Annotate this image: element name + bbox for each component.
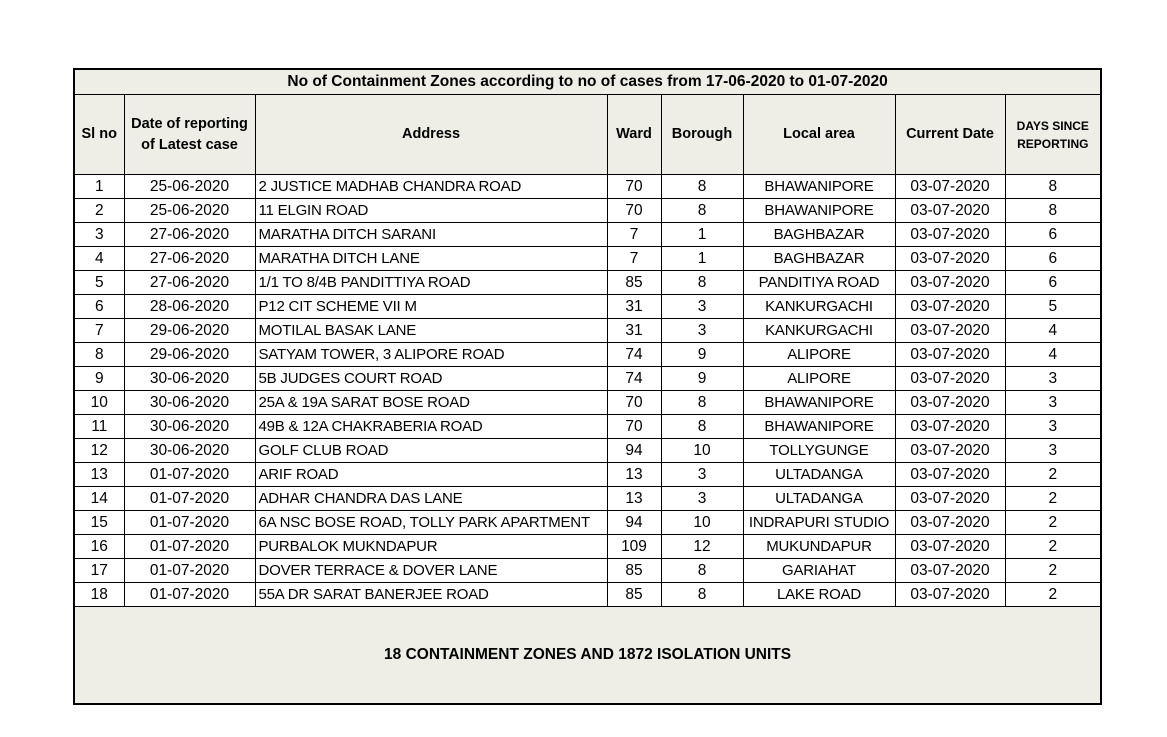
cell-sl-no: 7 [74, 319, 124, 343]
cell-address: MOTILAL BASAK LANE [255, 319, 607, 343]
cell-current-date: 03-07-2020 [895, 415, 1005, 439]
table-row [74, 295, 1101, 319]
cell-sl-no: 9 [74, 367, 124, 391]
cell-address: 11 ELGIN ROAD [255, 199, 607, 223]
cell-local-area: INDRAPURI STUDIO [743, 511, 895, 535]
cell-days-since: 8 [1005, 199, 1101, 223]
cell-sl-no: 14 [74, 487, 124, 511]
cell-date: 30-06-2020 [124, 415, 255, 439]
table-row [74, 367, 1101, 391]
cell-local-area: ALIPORE [743, 343, 895, 367]
cell-date: 30-06-2020 [124, 391, 255, 415]
table-row [74, 223, 1101, 247]
cell-current-date: 03-07-2020 [895, 247, 1005, 271]
cell-current-date: 03-07-2020 [895, 391, 1005, 415]
table-row [74, 511, 1101, 535]
cell-days-since: 6 [1005, 247, 1101, 271]
col-header-ward: Ward [607, 95, 661, 175]
col-header-borough: Borough [661, 95, 743, 175]
cell-sl-no: 13 [74, 463, 124, 487]
cell-local-area: TOLLYGUNGE [743, 439, 895, 463]
cell-local-area: PANDITIYA ROAD [743, 271, 895, 295]
cell-address: GOLF CLUB ROAD [255, 439, 607, 463]
cell-sl-no: 17 [74, 559, 124, 583]
table-row [74, 487, 1101, 511]
cell-date: 27-06-2020 [124, 271, 255, 295]
cell-local-area: BHAWANIPORE [743, 175, 895, 199]
cell-date: 30-06-2020 [124, 439, 255, 463]
cell-current-date: 03-07-2020 [895, 295, 1005, 319]
col-header-current-date: Current Date [895, 95, 1005, 175]
cell-borough: 3 [661, 487, 743, 511]
cell-address: MARATHA DITCH LANE [255, 247, 607, 271]
cell-sl-no: 5 [74, 271, 124, 295]
cell-days-since: 5 [1005, 295, 1101, 319]
cell-borough: 8 [661, 583, 743, 607]
table-row [74, 439, 1101, 463]
cell-sl-no: 8 [74, 343, 124, 367]
title-row [74, 69, 1101, 95]
cell-sl-no: 4 [74, 247, 124, 271]
cell-current-date: 03-07-2020 [895, 175, 1005, 199]
col-header-address: Address [255, 95, 607, 175]
cell-days-since: 3 [1005, 439, 1101, 463]
cell-ward: 7 [607, 247, 661, 271]
summary-text: 18 CONTAINMENT ZONES AND 1872 ISOLATION UNITS [74, 607, 1101, 705]
cell-ward: 70 [607, 415, 661, 439]
cell-address: 25A & 19A SARAT BOSE ROAD [255, 391, 607, 415]
containment-zones-table [73, 68, 1102, 705]
table-row [74, 343, 1101, 367]
cell-sl-no: 15 [74, 511, 124, 535]
cell-current-date: 03-07-2020 [895, 199, 1005, 223]
cell-date: 01-07-2020 [124, 487, 255, 511]
cell-address: 6A NSC BOSE ROAD, TOLLY PARK APARTMENT [255, 511, 607, 535]
col-header-days-since: DAYS SINCE REPORTING [1005, 95, 1101, 175]
cell-current-date: 03-07-2020 [895, 487, 1005, 511]
cell-current-date: 03-07-2020 [895, 367, 1005, 391]
cell-address: 2 JUSTICE MADHAB CHANDRA ROAD [255, 175, 607, 199]
cell-days-since: 2 [1005, 535, 1101, 559]
cell-days-since: 3 [1005, 391, 1101, 415]
col-header-sl-no: Sl no [74, 95, 124, 175]
cell-ward: 7 [607, 223, 661, 247]
cell-local-area: BHAWANIPORE [743, 391, 895, 415]
table-row [74, 391, 1101, 415]
cell-current-date: 03-07-2020 [895, 583, 1005, 607]
cell-sl-no: 10 [74, 391, 124, 415]
cell-borough: 10 [661, 511, 743, 535]
table-row [74, 535, 1101, 559]
cell-address: ADHAR CHANDRA DAS LANE [255, 487, 607, 511]
cell-current-date: 03-07-2020 [895, 535, 1005, 559]
table-row [74, 415, 1101, 439]
cell-ward: 70 [607, 391, 661, 415]
cell-date: 27-06-2020 [124, 247, 255, 271]
cell-local-area: MUKUNDAPUR [743, 535, 895, 559]
cell-current-date: 03-07-2020 [895, 559, 1005, 583]
table-body [74, 175, 1101, 607]
cell-borough: 3 [661, 319, 743, 343]
cell-borough: 8 [661, 175, 743, 199]
cell-sl-no: 2 [74, 199, 124, 223]
cell-address: DOVER TERRACE & DOVER LANE [255, 559, 607, 583]
cell-borough: 8 [661, 391, 743, 415]
cell-borough: 1 [661, 223, 743, 247]
cell-borough: 12 [661, 535, 743, 559]
col-header-local-area: Local area [743, 95, 895, 175]
cell-borough: 8 [661, 271, 743, 295]
cell-ward: 74 [607, 343, 661, 367]
cell-borough: 8 [661, 559, 743, 583]
cell-days-since: 4 [1005, 319, 1101, 343]
cell-current-date: 03-07-2020 [895, 223, 1005, 247]
col-header-date: Date of reporting of Latest case [124, 95, 255, 175]
cell-local-area: BHAWANIPORE [743, 199, 895, 223]
cell-ward: 85 [607, 583, 661, 607]
cell-ward: 13 [607, 463, 661, 487]
cell-days-since: 4 [1005, 343, 1101, 367]
cell-local-area: BHAWANIPORE [743, 415, 895, 439]
cell-days-since: 8 [1005, 175, 1101, 199]
cell-date: 01-07-2020 [124, 511, 255, 535]
cell-date: 01-07-2020 [124, 583, 255, 607]
cell-days-since: 2 [1005, 511, 1101, 535]
cell-ward: 94 [607, 511, 661, 535]
cell-date: 01-07-2020 [124, 463, 255, 487]
cell-address: ARIF ROAD [255, 463, 607, 487]
cell-date: 28-06-2020 [124, 295, 255, 319]
cell-address: 1/1 TO 8/4B PANDITTIYA ROAD [255, 271, 607, 295]
cell-ward: 94 [607, 439, 661, 463]
cell-date: 29-06-2020 [124, 343, 255, 367]
cell-days-since: 2 [1005, 583, 1101, 607]
cell-sl-no: 12 [74, 439, 124, 463]
cell-sl-no: 3 [74, 223, 124, 247]
header-row [74, 95, 1101, 175]
cell-local-area: LAKE ROAD [743, 583, 895, 607]
cell-days-since: 2 [1005, 463, 1101, 487]
cell-address: 55A DR SARAT BANERJEE ROAD [255, 583, 607, 607]
cell-address: SATYAM TOWER, 3 ALIPORE ROAD [255, 343, 607, 367]
cell-date: 01-07-2020 [124, 535, 255, 559]
table-row [74, 175, 1101, 199]
cell-local-area: ULTADANGA [743, 463, 895, 487]
cell-local-area: ULTADANGA [743, 487, 895, 511]
cell-borough: 8 [661, 415, 743, 439]
table-row [74, 271, 1101, 295]
cell-borough: 9 [661, 343, 743, 367]
cell-current-date: 03-07-2020 [895, 463, 1005, 487]
cell-borough: 9 [661, 367, 743, 391]
cell-sl-no: 1 [74, 175, 124, 199]
cell-ward: 85 [607, 271, 661, 295]
cell-days-since: 2 [1005, 487, 1101, 511]
cell-date: 01-07-2020 [124, 559, 255, 583]
cell-ward: 74 [607, 367, 661, 391]
cell-ward: 31 [607, 319, 661, 343]
cell-date: 27-06-2020 [124, 223, 255, 247]
cell-ward: 70 [607, 199, 661, 223]
table-row [74, 583, 1101, 607]
table-row [74, 319, 1101, 343]
cell-ward: 85 [607, 559, 661, 583]
cell-current-date: 03-07-2020 [895, 271, 1005, 295]
table-title: No of Containment Zones according to no of cases from 17-06-2020 to 01-07-2020 [74, 69, 1101, 95]
cell-local-area: GARIAHAT [743, 559, 895, 583]
cell-local-area: BAGHBAZAR [743, 247, 895, 271]
table-row [74, 559, 1101, 583]
cell-address: 49B & 12A CHAKRABERIA ROAD [255, 415, 607, 439]
cell-ward: 109 [607, 535, 661, 559]
cell-sl-no: 18 [74, 583, 124, 607]
cell-local-area: KANKURGACHI [743, 319, 895, 343]
cell-ward: 70 [607, 175, 661, 199]
cell-days-since: 2 [1005, 559, 1101, 583]
cell-date: 25-06-2020 [124, 175, 255, 199]
cell-borough: 3 [661, 295, 743, 319]
cell-address: MARATHA DITCH SARANI [255, 223, 607, 247]
table-row [74, 199, 1101, 223]
cell-current-date: 03-07-2020 [895, 511, 1005, 535]
cell-date: 30-06-2020 [124, 367, 255, 391]
cell-current-date: 03-07-2020 [895, 343, 1005, 367]
cell-local-area: BAGHBAZAR [743, 223, 895, 247]
cell-address: 5B JUDGES COURT ROAD [255, 367, 607, 391]
cell-local-area: ALIPORE [743, 367, 895, 391]
cell-current-date: 03-07-2020 [895, 319, 1005, 343]
cell-address: P12 CIT SCHEME VII M [255, 295, 607, 319]
cell-sl-no: 16 [74, 535, 124, 559]
cell-days-since: 6 [1005, 223, 1101, 247]
cell-borough: 8 [661, 199, 743, 223]
footer-row [74, 607, 1101, 705]
cell-date: 29-06-2020 [124, 319, 255, 343]
cell-borough: 3 [661, 463, 743, 487]
cell-borough: 10 [661, 439, 743, 463]
cell-days-since: 3 [1005, 415, 1101, 439]
cell-ward: 13 [607, 487, 661, 511]
table-row [74, 247, 1101, 271]
cell-days-since: 6 [1005, 271, 1101, 295]
cell-date: 25-06-2020 [124, 199, 255, 223]
cell-sl-no: 11 [74, 415, 124, 439]
cell-address: PURBALOK MUKNDAPUR [255, 535, 607, 559]
cell-days-since: 3 [1005, 367, 1101, 391]
table-row [74, 463, 1101, 487]
cell-ward: 31 [607, 295, 661, 319]
cell-sl-no: 6 [74, 295, 124, 319]
cell-borough: 1 [661, 247, 743, 271]
cell-current-date: 03-07-2020 [895, 439, 1005, 463]
cell-local-area: KANKURGACHI [743, 295, 895, 319]
